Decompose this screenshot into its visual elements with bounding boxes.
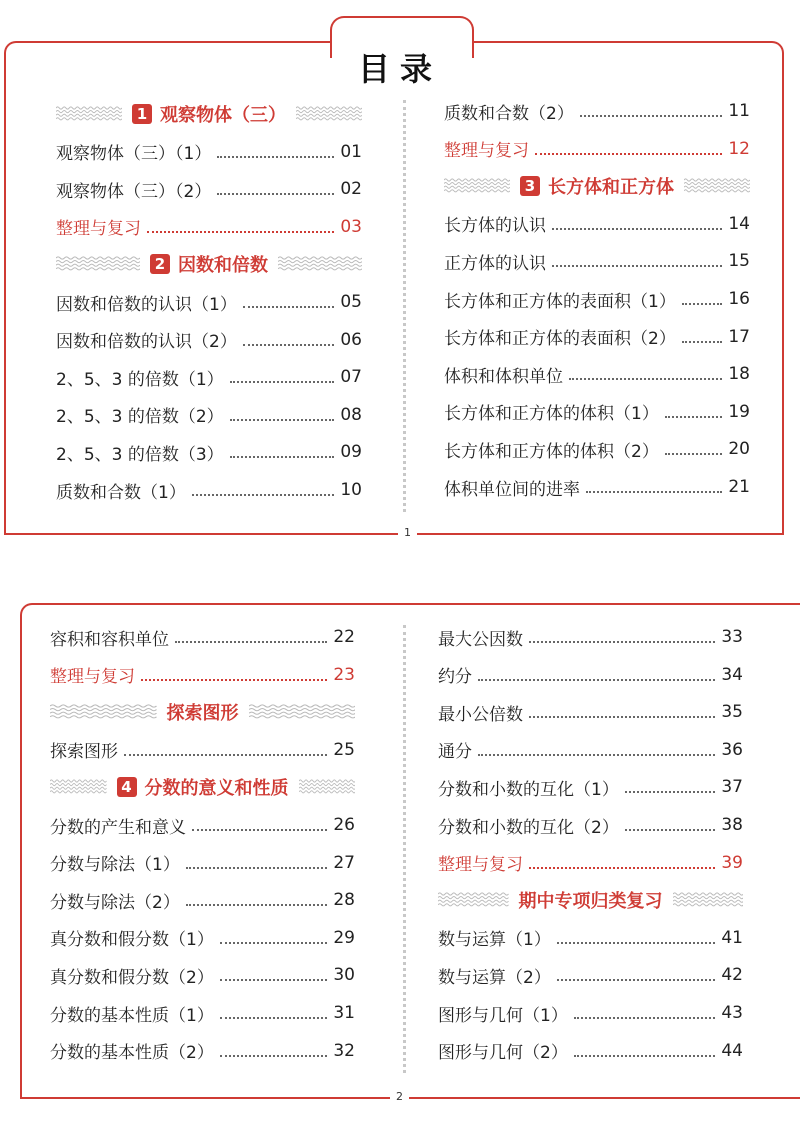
- dot-leader: [220, 940, 328, 944]
- toc-entry-page: 23: [333, 664, 355, 685]
- toc-entry[interactable]: [56, 401, 362, 429]
- page-title: 目录: [357, 50, 442, 88]
- toc-entry[interactable]: [50, 924, 355, 952]
- toc-entry-label: 分数与除法（2）: [50, 892, 180, 913]
- toc-entry-label: 体积和体积单位: [444, 366, 563, 387]
- dot-leader: [230, 417, 335, 421]
- page-number: 2: [390, 1090, 409, 1103]
- toc-entry-page: 36: [721, 739, 743, 760]
- dot-leader: [682, 301, 723, 305]
- toc-entry-page: 27: [333, 852, 355, 873]
- toc-entry-label: 最小公倍数: [438, 704, 523, 725]
- dot-leader: [665, 414, 723, 418]
- toc-entry-page: 38: [721, 815, 743, 835]
- toc-entry-label: 分数与除法（1）: [50, 855, 180, 876]
- page1-bottom-line-right: [416, 533, 784, 535]
- toc-entry-page: 41: [721, 927, 743, 948]
- dot-leader: [230, 454, 335, 458]
- page-number: 1: [398, 526, 417, 539]
- toc-entry-page: 07: [340, 367, 362, 388]
- toc-entry[interactable]: [50, 961, 355, 989]
- toc-entry[interactable]: [444, 435, 750, 463]
- dot-leader: [478, 677, 715, 681]
- wave-ornament: [56, 256, 140, 272]
- toc-entry-label: 观察物体（三）（1）: [56, 144, 212, 165]
- toc-entry-page: 32: [333, 1040, 355, 1061]
- wave-ornament: [296, 106, 362, 122]
- dot-leader: [478, 752, 715, 756]
- toc-entry[interactable]: [56, 175, 362, 203]
- toc-entry-page: 25: [333, 739, 355, 760]
- toc-entry[interactable]: [438, 773, 743, 801]
- toc-entry-page: 35: [721, 702, 743, 723]
- toc-entry-label: 分数的产生和意义: [50, 817, 186, 838]
- dot-leader: [147, 229, 334, 233]
- toc-entry-page: 31: [333, 1003, 355, 1023]
- toc-entry[interactable]: [56, 326, 362, 354]
- wave-ornament: [56, 106, 122, 122]
- toc-entry-label: 分数的基本性质（1）: [50, 1005, 214, 1026]
- toc-entry[interactable]: [444, 97, 750, 125]
- dot-leader: [665, 451, 723, 455]
- toc-entry-label: 整理与复习: [56, 219, 141, 240]
- toc-entry[interactable]: [444, 323, 750, 351]
- dot-leader: [175, 639, 327, 643]
- toc-entry[interactable]: [444, 247, 750, 275]
- toc-entry-label: 最大公因数: [438, 629, 523, 650]
- page2-bottom-line: [20, 1097, 384, 1099]
- dot-leader: [529, 639, 715, 643]
- toc-entry-page: 33: [721, 627, 743, 647]
- toc-entry-label: 通分: [438, 742, 472, 763]
- toc-entry-label: 约分: [438, 667, 472, 688]
- section-heading: [56, 100, 362, 128]
- toc-entry[interactable]: [50, 999, 355, 1027]
- dot-leader: [141, 677, 327, 681]
- toc-entry-label: 真分数和假分数（2）: [50, 967, 214, 988]
- toc-entry-label: 因数和倍数的认识（2）: [56, 332, 237, 353]
- page2-bottom-line-right: [412, 1097, 800, 1099]
- toc-entry-page: 43: [721, 1003, 743, 1023]
- toc-entry-label: 整理与复习: [438, 855, 523, 876]
- toc-entry-page: 26: [333, 815, 355, 835]
- toc-entry-page: 21: [728, 477, 750, 497]
- toc-entry-page: 15: [728, 251, 750, 272]
- toc-entry-label: 探索图形: [50, 742, 118, 763]
- page1-bottom-line: [4, 533, 404, 535]
- section-number-badge: 3: [520, 176, 540, 196]
- dot-leader: [220, 1053, 328, 1057]
- toc-entry-page: 03: [340, 216, 362, 237]
- column-divider: [403, 100, 406, 512]
- dot-leader: [557, 977, 716, 981]
- toc-entry-page: 44: [721, 1040, 743, 1061]
- dot-leader: [574, 1053, 716, 1057]
- dot-leader: [243, 342, 335, 346]
- section-title: 长方体和正方体: [548, 177, 674, 199]
- toc-review-entry[interactable]: [56, 213, 362, 241]
- dot-leader: [580, 113, 723, 117]
- dot-leader: [552, 226, 722, 230]
- toc-entry[interactable]: [438, 698, 743, 726]
- toc-entry[interactable]: [56, 363, 362, 391]
- dot-leader: [682, 339, 723, 343]
- section-title: 因数和倍数: [178, 255, 268, 277]
- toc-entry-label: 整理与复习: [50, 667, 135, 688]
- wave-ornament: [444, 178, 510, 194]
- dot-leader: [552, 263, 722, 267]
- toc-entry-label: 整理与复习: [444, 141, 529, 162]
- toc-entry[interactable]: [56, 138, 362, 166]
- dot-leader: [220, 977, 328, 981]
- toc-entry[interactable]: [438, 961, 743, 989]
- dot-leader: [186, 865, 328, 869]
- wave-ornament: [684, 178, 750, 194]
- section-title: 期中专项归类复习: [518, 891, 663, 913]
- toc-entry[interactable]: [438, 661, 743, 689]
- toc-entry-label: 图形与几何（2）: [438, 1043, 568, 1064]
- toc-entry[interactable]: [50, 849, 355, 877]
- toc-entry-label: 因数和倍数的认识（1）: [56, 294, 237, 315]
- toc-entry-label: 2、5、3 的倍数（3）: [56, 444, 224, 465]
- section-title: 探索图形: [166, 703, 239, 725]
- wave-ornament: [299, 779, 356, 795]
- dot-leader: [217, 154, 334, 158]
- toc-entry-page: 20: [728, 439, 750, 460]
- toc-entry-label: 长方体和正方体的表面积（1）: [444, 291, 676, 312]
- dot-leader: [529, 865, 715, 869]
- toc-entry[interactable]: [438, 736, 743, 764]
- toc-entry[interactable]: [50, 886, 355, 914]
- toc-entry-label: 质数和合数（2）: [444, 103, 574, 124]
- toc-review-entry[interactable]: [444, 135, 750, 163]
- toc-entry[interactable]: [438, 999, 743, 1027]
- toc-entry[interactable]: [50, 736, 355, 764]
- dot-leader: [625, 827, 716, 831]
- section-title: 观察物体（三）: [160, 105, 286, 126]
- dot-leader: [535, 151, 722, 155]
- toc-entry[interactable]: [56, 288, 362, 316]
- toc-entry-page: 01: [340, 141, 362, 162]
- toc-entry-page: 37: [721, 777, 743, 798]
- toc-entry-page: 09: [340, 442, 362, 463]
- dot-leader: [217, 191, 334, 195]
- section-heading: [56, 250, 362, 278]
- dot-leader: [529, 714, 715, 718]
- section-heading: [50, 773, 355, 801]
- toc-review-entry[interactable]: [50, 661, 355, 689]
- section-number-badge: 1: [132, 104, 152, 124]
- toc-entry[interactable]: [50, 623, 355, 651]
- toc-entry[interactable]: [56, 438, 362, 466]
- toc-entry-page: 06: [340, 329, 362, 350]
- wave-ornament: [50, 704, 157, 720]
- toc-entry-label: 分数和小数的互化（2）: [438, 817, 619, 838]
- toc-entry-page: 30: [333, 965, 355, 986]
- dot-leader: [192, 492, 335, 496]
- dot-leader: [220, 1015, 328, 1019]
- toc-entry-page: 16: [728, 289, 750, 309]
- toc-entry-page: 42: [721, 965, 743, 986]
- dot-leader: [586, 489, 722, 493]
- toc-entry[interactable]: [438, 811, 743, 839]
- wave-ornament: [278, 256, 362, 272]
- wave-ornament: [249, 704, 356, 720]
- toc-entry[interactable]: [444, 210, 750, 238]
- toc-entry-page: 39: [721, 852, 743, 873]
- toc-entry-label: 观察物体（三）（2）: [56, 181, 212, 202]
- wave-ornament: [438, 892, 509, 908]
- dot-leader: [625, 789, 716, 793]
- toc-entry-label: 容积和容积单位: [50, 629, 169, 650]
- toc-entry-page: 19: [728, 401, 750, 422]
- toc-entry-label: 数与运算（1）: [438, 930, 551, 951]
- toc-entry-label: 长方体和正方体的体积（2）: [444, 441, 659, 462]
- toc-entry-page: 34: [721, 664, 743, 685]
- section-heading: [50, 698, 355, 726]
- toc-entry-page: 22: [333, 627, 355, 647]
- dot-leader: [557, 940, 716, 944]
- toc-entry-label: 2、5、3 的倍数（2）: [56, 407, 224, 428]
- toc-entry-label: 2、5、3 的倍数（1）: [56, 369, 224, 390]
- column-divider: [403, 625, 406, 1073]
- dot-leader: [569, 376, 722, 380]
- wave-ornament: [673, 892, 744, 908]
- section-title: 分数的意义和性质: [144, 778, 289, 800]
- toc-entry-page: 05: [340, 292, 362, 312]
- toc-entry-label: 长方体和正方体的表面积（2）: [444, 329, 676, 350]
- wave-ornament: [50, 779, 107, 795]
- toc-entry-label: 图形与几何（1）: [438, 1005, 568, 1026]
- toc-entry-page: 11: [728, 101, 750, 121]
- toc-entry[interactable]: [444, 360, 750, 388]
- toc-entry-label: 分数和小数的互化（1）: [438, 779, 619, 800]
- toc-entry-page: 18: [728, 364, 750, 385]
- toc-entry-page: 10: [340, 480, 362, 500]
- section-number-badge: 4: [117, 777, 137, 797]
- dot-leader: [230, 379, 335, 383]
- toc-entry[interactable]: [444, 473, 750, 501]
- toc-entry-label: 质数和合数（1）: [56, 482, 186, 503]
- toc-entry-page: 02: [340, 179, 362, 200]
- toc-entry-page: 29: [333, 927, 355, 948]
- toc-entry-label: 数与运算（2）: [438, 967, 551, 988]
- toc-entry[interactable]: [56, 476, 362, 504]
- toc-entry[interactable]: [444, 285, 750, 313]
- toc-entry-page: 12: [728, 138, 750, 159]
- dot-leader: [186, 902, 328, 906]
- toc-entry[interactable]: [444, 398, 750, 426]
- toc-entry-page: 17: [728, 326, 750, 347]
- toc-review-entry[interactable]: [438, 849, 743, 877]
- section-heading: [438, 886, 743, 914]
- toc-entry[interactable]: [50, 811, 355, 839]
- toc-entry[interactable]: [438, 1037, 743, 1065]
- toc-entry-page: 28: [333, 890, 355, 911]
- toc-entry-page: 08: [340, 404, 362, 425]
- dot-leader: [192, 827, 327, 831]
- dot-leader: [243, 304, 335, 308]
- dot-leader: [124, 752, 327, 756]
- section-number-badge: 2: [150, 254, 170, 274]
- toc-entry-page: 14: [728, 213, 750, 234]
- dot-leader: [574, 1015, 716, 1019]
- toc-entry-label: 真分数和假分数（1）: [50, 930, 214, 951]
- section-heading: [444, 172, 750, 200]
- toc-entry[interactable]: [438, 924, 743, 952]
- toc-entry-label: 长方体和正方体的体积（1）: [444, 404, 659, 425]
- toc-entry-label: 体积单位间的进率: [444, 479, 580, 500]
- toc-entry[interactable]: [438, 623, 743, 651]
- toc-entry-label: 分数的基本性质（2）: [50, 1043, 214, 1064]
- toc-entry-label: 正方体的认识: [444, 253, 546, 274]
- toc-entry-label: 长方体的认识: [444, 216, 546, 237]
- toc-entry[interactable]: [50, 1037, 355, 1065]
